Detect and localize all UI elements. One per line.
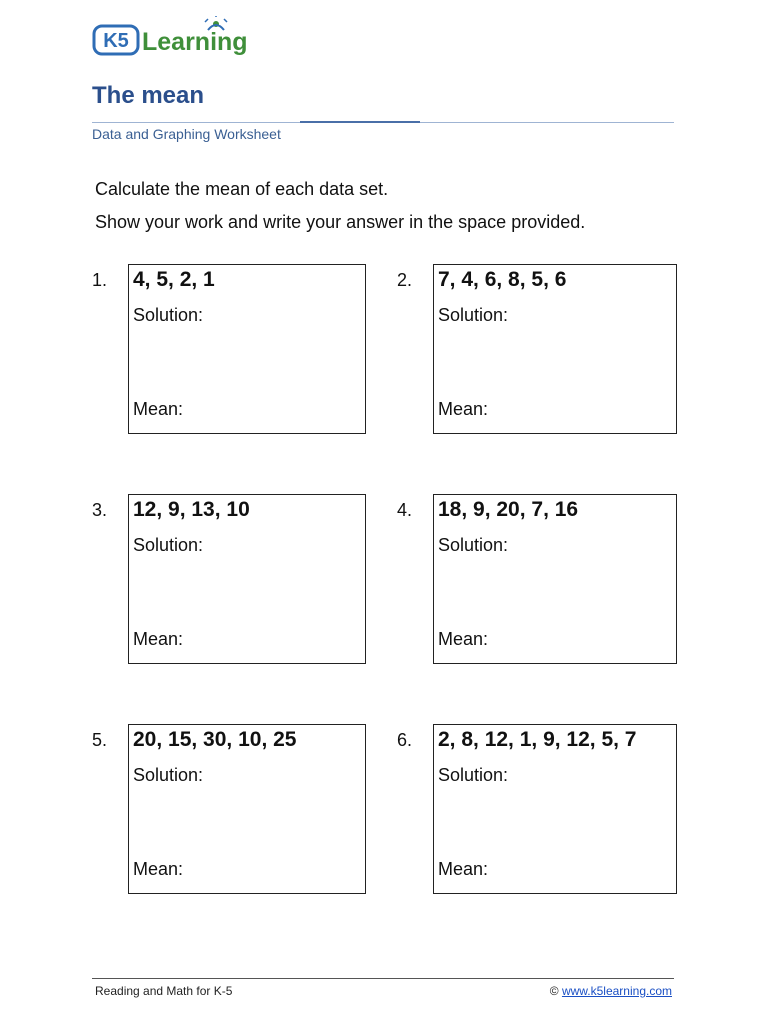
- k5-learning-logo: [92, 16, 262, 60]
- solution-label: Solution:: [438, 535, 509, 555]
- solution-label: Solution:: [133, 765, 204, 785]
- problem-number: 2.: [397, 270, 413, 290]
- solution-label: Solution:: [438, 305, 509, 325]
- mean-label: Mean:: [438, 859, 489, 879]
- problem-box[interactable]: [433, 724, 677, 894]
- instruction-line-1: Calculate the mean of each data set.: [95, 179, 389, 199]
- mean-label: Mean:: [438, 629, 489, 649]
- footer-tagline: Reading and Math for K-5: [95, 984, 233, 998]
- problem-box[interactable]: [433, 264, 677, 434]
- problem-number: 3.: [92, 500, 108, 520]
- problem-number: 4.: [397, 500, 413, 520]
- problem-data-set: 7, 4, 6, 8, 5, 6: [438, 268, 567, 291]
- logo-word: Learning: [142, 28, 248, 56]
- problem-data-set: 12, 9, 13, 10: [133, 498, 250, 521]
- problem-box[interactable]: [128, 724, 366, 894]
- footer-credit: [550, 984, 672, 998]
- problem-box[interactable]: [433, 494, 677, 664]
- mean-label: Mean:: [133, 399, 184, 419]
- problem-data-set: 2, 8, 12, 1, 9, 12, 5, 7: [438, 728, 637, 751]
- problem-data-set: 18, 9, 20, 7, 16: [438, 498, 579, 521]
- copyright-symbol: ©: [549, 984, 559, 998]
- solution-label: Solution:: [133, 305, 204, 325]
- problem-data-set: 4, 5, 2, 1: [133, 268, 215, 291]
- mean-label: Mean:: [133, 859, 184, 879]
- problem-number: 5.: [92, 730, 108, 750]
- header-divider-accent: [300, 121, 420, 123]
- website-link[interactable]: www.k5learning.com: [561, 984, 672, 998]
- mean-label: Mean:: [438, 399, 489, 419]
- problem-box[interactable]: [128, 494, 366, 664]
- instruction-line-2: Show your work and write your answer in the space provided.: [95, 212, 586, 232]
- problem-box[interactable]: [128, 264, 366, 434]
- problem-number: 1.: [92, 270, 108, 290]
- problem-data-set: 20, 15, 30, 10, 25: [133, 728, 297, 751]
- mean-label: Mean:: [133, 629, 184, 649]
- problem-number: 6.: [397, 730, 413, 750]
- solution-label: Solution:: [438, 765, 509, 785]
- solution-label: Solution:: [133, 535, 204, 555]
- page-title: The mean: [92, 82, 205, 109]
- footer-divider: [92, 978, 674, 979]
- page-subtitle: Data and Graphing Worksheet: [92, 126, 281, 142]
- instructions: [95, 173, 585, 239]
- logo-box-text: K5: [103, 30, 129, 52]
